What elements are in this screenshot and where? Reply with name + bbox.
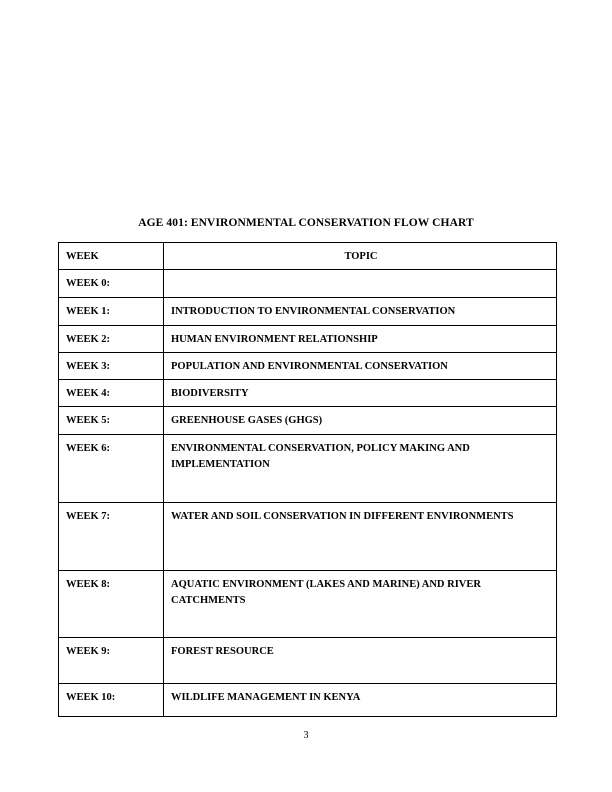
table-row — [59, 407, 557, 434]
flow-chart-table — [58, 242, 557, 717]
page-title: AGE 401: ENVIRONMENTAL CONSERVATION FLOW CHART — [138, 217, 474, 229]
table-row — [59, 298, 557, 325]
table-cell-week: WEEK 9: — [59, 637, 164, 683]
table-body — [59, 243, 557, 717]
table-row — [59, 434, 557, 502]
table-cell-topic: INTRODUCTION TO ENVIRONMENTAL CONSERVATION — [164, 298, 557, 325]
table-cell-week: WEEK 3: — [59, 352, 164, 379]
table-cell-topic: POPULATION AND ENVIRONMENTAL CONSERVATION — [164, 352, 557, 379]
table-cell-topic: HUMAN ENVIRONMENT RELATIONSHIP — [164, 325, 557, 352]
table-cell-topic: WILDLIFE MANAGEMENT IN KENYA — [164, 683, 557, 716]
table-cell-week: WEEK 6: — [59, 434, 164, 502]
table-row — [59, 502, 557, 570]
column-header-topic: TOPIC — [164, 243, 557, 270]
table-cell-topic: WATER AND SOIL CONSERVATION IN DIFFERENT ENVIRONMENTS — [164, 502, 557, 570]
table-row — [59, 380, 557, 407]
table-cell-topic: ENVIRONMENTAL CONSERVATION, POLICY MAKING AND IMPLEMENTATION — [164, 434, 557, 502]
page-number: 3 — [303, 730, 309, 741]
table-cell-week: WEEK 5: — [59, 407, 164, 434]
table-row — [59, 352, 557, 379]
column-header-week: WEEK — [59, 243, 164, 270]
table-header-row — [59, 243, 557, 270]
table-cell-topic: FOREST RESOURCE — [164, 637, 557, 683]
table-row — [59, 270, 557, 298]
table-cell-topic: GREENHOUSE GASES (GHGS) — [164, 407, 557, 434]
table-row — [59, 637, 557, 683]
table-row — [59, 570, 557, 637]
table-cell-week: WEEK 8: — [59, 570, 164, 637]
table-cell-week: WEEK 10: — [59, 683, 164, 716]
table-cell-week: WEEK 2: — [59, 325, 164, 352]
table-cell-week: WEEK 4: — [59, 380, 164, 407]
table-cell-topic: AQUATIC ENVIRONMENT (LAKES AND MARINE) AND RIVER CATCHMENTS — [164, 570, 557, 637]
table-cell-week: WEEK 7: — [59, 502, 164, 570]
table-cell-week: WEEK 1: — [59, 298, 164, 325]
table-row — [59, 683, 557, 716]
table-cell-topic: BIODIVERSITY — [164, 380, 557, 407]
table-cell-week: WEEK 0: — [59, 270, 164, 298]
table-cell-topic — [164, 270, 557, 298]
table-row — [59, 325, 557, 352]
